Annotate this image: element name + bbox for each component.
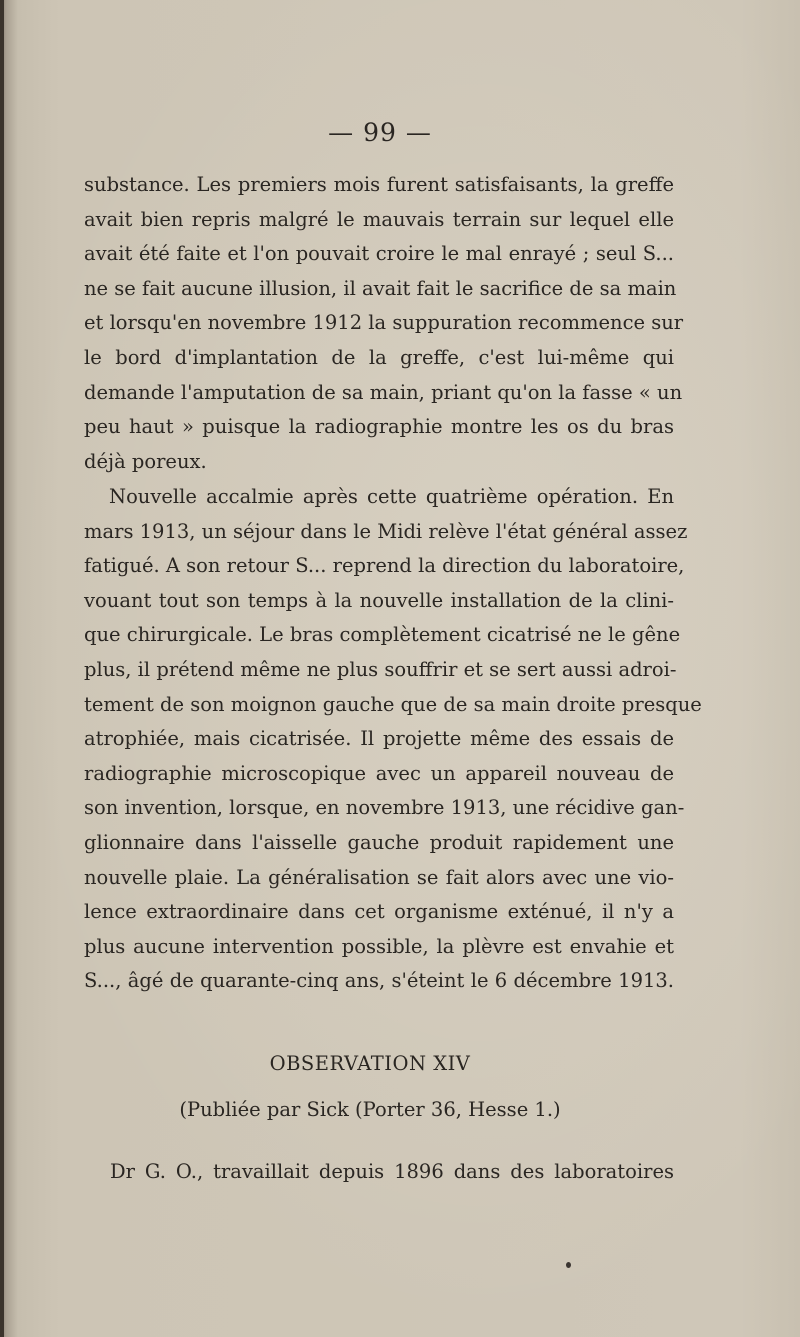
text-line: lence extraordinaire dans cet organisme exténué, il n'y a bbox=[84, 900, 674, 924]
text-line: Nouvelle accalmie après cette quatrième opération. En bbox=[109, 485, 674, 508]
binding-edge bbox=[0, 0, 4, 1337]
text-line: peu haut » puisque la radiographie montre les os du bras bbox=[84, 415, 674, 439]
text-line: demande l'amputation de sa main, priant qu'on la fasse « un bbox=[84, 380, 683, 404]
text-line: avait bien repris malgré le mauvais terrain sur lequel elle bbox=[84, 207, 674, 231]
text-line: fatigué. A son retour S... reprend la direction du laboratoire, bbox=[84, 554, 685, 578]
paragraph-1 bbox=[84, 168, 684, 479]
text-line: glionnaire dans l'aisselle gauche produit rapidement une bbox=[84, 830, 674, 854]
text-line: son invention, lorsque, en novembre 1913, une récidive gan- bbox=[84, 796, 685, 820]
text-line: le bord d'implantation de la greffe, c'est lui-même qui bbox=[84, 345, 674, 369]
text-line: plus, il prétend même ne plus souffrir et se sert aussi adroi- bbox=[84, 657, 677, 681]
page-number: — 99 — bbox=[328, 118, 432, 147]
ink-speck bbox=[566, 1262, 571, 1268]
text-line: avait été faite et l'on pouvait croire le mal enrayé ; seul S... bbox=[84, 242, 674, 266]
text-line: radiographie microscopique avec un appareil nouveau de bbox=[84, 761, 674, 785]
text-line: ne se fait aucune illusion, il avait fait le sacrifice de sa main bbox=[84, 276, 677, 300]
text-line: vouant tout son temps à la nouvelle installation de la clini- bbox=[84, 588, 674, 612]
text-line: déjà poreux. bbox=[84, 449, 207, 473]
text-line: mars 1913, un séjour dans le Midi relève l'état général assez bbox=[84, 519, 688, 543]
section-heading: OBSERVATION XIV bbox=[269, 1052, 471, 1075]
text-line: et lorsqu'en novembre 1912 la suppuration recommence sur bbox=[84, 311, 684, 335]
text-line: substance. Les premiers mois furent satisfaisants, la greffe bbox=[84, 173, 674, 196]
text-line: nouvelle plaie. La généralisation se fait alors avec une vio- bbox=[84, 865, 674, 889]
text-line: atrophiée, mais cicatrisée. Il projette même des essais de bbox=[84, 727, 674, 751]
text-line: tement de son moignon gauche que de sa main droite presque bbox=[84, 692, 702, 716]
paragraph-2 bbox=[84, 480, 702, 999]
text-line: que chirurgicale. Le bras complètement cicatrisé ne le gêne bbox=[84, 623, 681, 647]
section-subheading: (Publiée par Sick (Porter 36, Hesse 1.) bbox=[179, 1098, 561, 1121]
text-line: Dr G. O., travaillait depuis 1896 dans des laboratoires bbox=[110, 1160, 674, 1183]
text-line: plus aucune intervention possible, la plèvre est envahie et bbox=[84, 934, 674, 958]
text-line: S..., âgé de quarante-cinq ans, s'éteint le 6 décembre 1913. bbox=[84, 969, 674, 993]
